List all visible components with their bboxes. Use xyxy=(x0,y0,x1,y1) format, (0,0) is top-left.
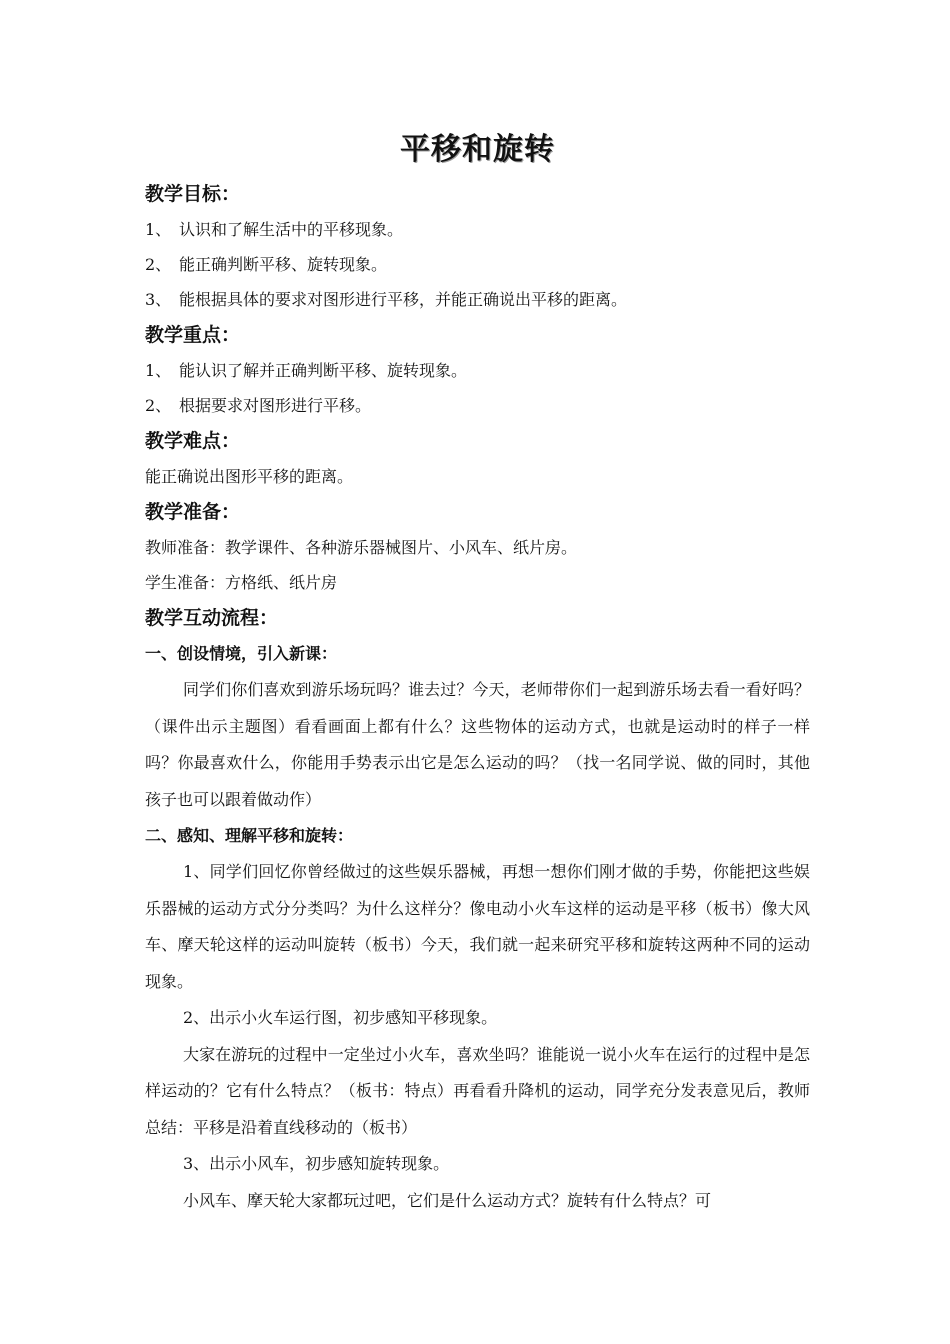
list-text: 能认识了解并正确判断平移、旋转现象。 xyxy=(179,361,468,380)
part1-paragraph: 同学们你们喜欢到游乐场玩吗？谁去过？今天，老师带你们一起到游乐场去看一看好吗？（课件出示主题图）看看画面上都有什么？这些物体的运动方式，也就是运动时的样子一样吗？你最喜欢什么，你能用手势表示出它是怎么运动的吗？（找一名同学说、做的同时，其他孩子也可以跟着做动作） xyxy=(145,680,810,809)
preparation-heading: 教学准备： xyxy=(145,501,241,523)
key-points-heading: 教学重点： xyxy=(145,324,241,346)
list-text: 能正确判断平移、旋转现象。 xyxy=(179,255,388,274)
part2-paragraph-1: 1、同学们回忆你曾经做过的这些娱乐器械，再想一想你们刚才做的手势，你能把这些娱乐器械的运动方式分分类吗？为什么这样分？像电动小火车这样的运动是平移（板书）像大风车、摩天轮这样的运动叫旋转（板书）今天，我们就一起来研究平移和旋转这两种不同的运动现象。 xyxy=(145,862,810,991)
page-title: 平移和旋转 xyxy=(400,132,555,167)
list-number: 3、 xyxy=(145,290,172,309)
objective-item xyxy=(145,282,810,317)
objectives-heading: 教学目标： xyxy=(145,183,241,205)
list-number: 2、 xyxy=(145,255,172,274)
list-number: 1、 xyxy=(145,361,172,380)
part1-heading: 一、创设情境，引入新课： xyxy=(145,644,338,663)
process-heading: 教学互动流程： xyxy=(145,607,279,629)
difficulties-heading: 教学难点： xyxy=(145,430,241,452)
difficulties-text: 能正确说出图形平移的距离。 xyxy=(145,467,354,486)
key-point-item xyxy=(145,353,810,388)
document-body xyxy=(145,128,810,1219)
part2-heading: 二、感知、理解平移和旋转： xyxy=(145,826,354,845)
list-text: 认识和了解生活中的平移现象。 xyxy=(179,220,404,239)
part2-paragraph-5: 小风车、摩天轮大家都玩过吧，它们是什么运动方式？旋转有什么特点？可 xyxy=(183,1190,712,1210)
list-number: 2、 xyxy=(145,396,172,415)
key-point-item xyxy=(145,388,810,423)
part2-paragraph-3: 大家在游玩的过程中一定坐过小火车，喜欢坐吗？谁能说一说小火车在运行的过程中是怎样运动的？它有什么特点？（板书：特点）再看看升降机的运动，同学充分发表意见后，教师总结：平移是沿着直线移动的（板书） xyxy=(145,1044,810,1137)
list-text: 能根据具体的要求对图形进行平移，并能正确说出平移的距离。 xyxy=(179,290,628,309)
list-number: 1、 xyxy=(145,220,172,239)
objective-item xyxy=(145,212,810,247)
teacher-preparation: 教师准备：教学课件、各种游乐器械图片、小风车、纸片房。 xyxy=(145,538,578,557)
student-preparation: 学生准备：方格纸、纸片房 xyxy=(145,573,338,592)
list-text: 根据要求对图形进行平移。 xyxy=(179,396,372,415)
part2-paragraph-4: 3、出示小风车，初步感知旋转现象。 xyxy=(183,1154,450,1173)
objective-item xyxy=(145,247,810,282)
part2-paragraph-2: 2、出示小火车运行图，初步感知平移现象。 xyxy=(183,1008,498,1027)
